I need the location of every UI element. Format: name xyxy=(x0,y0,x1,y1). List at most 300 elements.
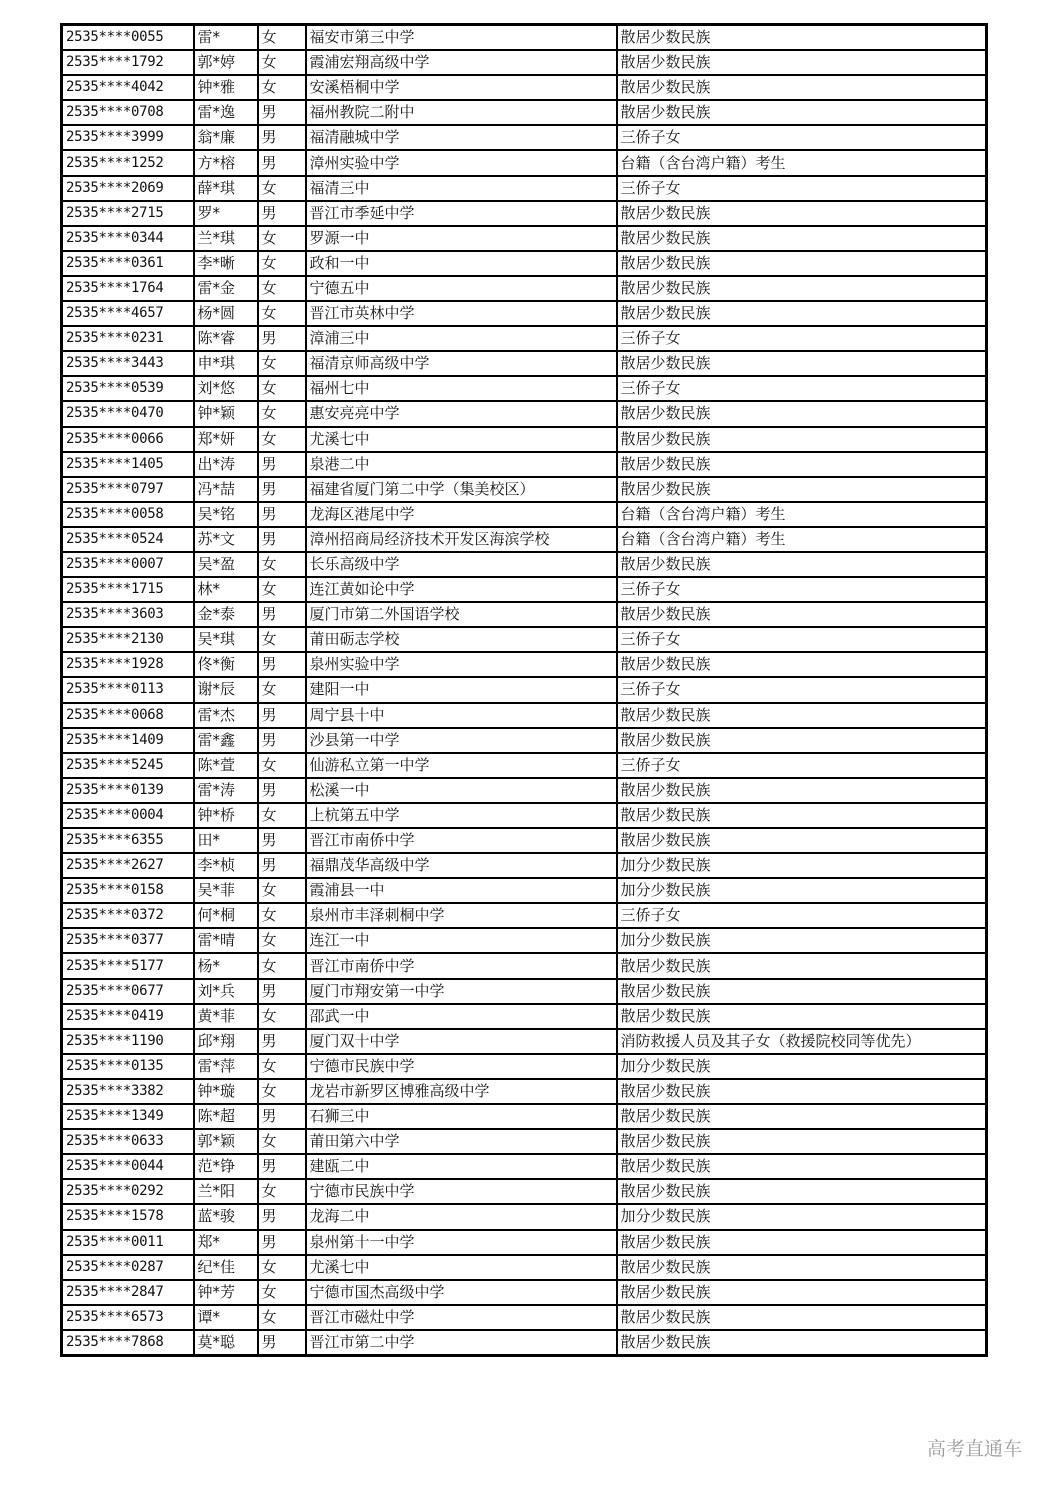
category-cell: 散居少数民族 xyxy=(617,427,987,452)
candidate-id-cell: 2535****0377 xyxy=(62,928,194,953)
school-cell: 晋江市南侨中学 xyxy=(306,953,617,978)
table-row xyxy=(62,903,987,928)
candidate-id-cell: 2535****0139 xyxy=(62,778,194,803)
candidate-id-cell: 2535****1928 xyxy=(62,652,194,677)
category-cell: 散居少数民族 xyxy=(617,226,987,251)
table-row xyxy=(62,1129,987,1154)
school-cell: 龙海二中 xyxy=(306,1204,617,1229)
candidate-name-cell: 郭*婷 xyxy=(194,50,258,75)
school-cell: 泉州市丰泽刺桐中学 xyxy=(306,903,617,928)
category-cell: 散居少数民族 xyxy=(617,803,987,828)
category-cell: 三侨子女 xyxy=(617,577,987,602)
school-cell: 宁德市国杰高级中学 xyxy=(306,1280,617,1305)
candidate-name-cell: 纪*佳 xyxy=(194,1255,258,1280)
category-cell: 散居少数民族 xyxy=(617,1179,987,1204)
watermark: 高考直通车 xyxy=(926,1438,1022,1460)
school-cell: 尤溪七中 xyxy=(306,427,617,452)
candidate-name-cell: 兰*琪 xyxy=(194,226,258,251)
candidate-name-cell: 黄*菲 xyxy=(194,1004,258,1029)
table-row xyxy=(62,351,987,376)
school-cell: 霞浦县一中 xyxy=(306,878,617,903)
school-cell: 福州教院二附中 xyxy=(306,100,617,125)
table-row xyxy=(62,226,987,251)
candidate-name-cell: 杨* xyxy=(194,953,258,978)
candidate-id-cell: 2535****0068 xyxy=(62,703,194,728)
gender-cell: 男 xyxy=(258,828,306,853)
candidate-id-cell: 2535****0055 xyxy=(62,25,194,51)
candidate-name-cell: 陈*超 xyxy=(194,1104,258,1129)
gender-cell: 女 xyxy=(258,953,306,978)
category-cell: 三侨子女 xyxy=(617,376,987,401)
gender-cell: 女 xyxy=(258,226,306,251)
school-cell: 漳州实验中学 xyxy=(306,150,617,175)
table-row xyxy=(62,150,987,175)
table-row xyxy=(62,50,987,75)
school-cell: 宁德市民族中学 xyxy=(306,1054,617,1079)
category-cell: 三侨子女 xyxy=(617,677,987,702)
candidate-id-cell: 2535****3603 xyxy=(62,602,194,627)
table-row xyxy=(62,427,987,452)
gender-cell: 女 xyxy=(258,251,306,276)
category-cell: 散居少数民族 xyxy=(617,1104,987,1129)
candidate-name-cell: 佟*衡 xyxy=(194,652,258,677)
school-cell: 周宁县十中 xyxy=(306,703,617,728)
candidate-id-cell: 2535****0287 xyxy=(62,1255,194,1280)
table-row xyxy=(62,452,987,477)
gender-cell: 女 xyxy=(258,928,306,953)
gender-cell: 男 xyxy=(258,979,306,1004)
school-cell: 霞浦宏翔高级中学 xyxy=(306,50,617,75)
candidate-id-cell: 2535****1578 xyxy=(62,1204,194,1229)
category-cell: 散居少数民族 xyxy=(617,828,987,853)
school-cell: 福清三中 xyxy=(306,176,617,201)
gender-cell: 男 xyxy=(258,1154,306,1179)
school-cell: 莆田砺志学校 xyxy=(306,627,617,652)
gender-cell: 女 xyxy=(258,577,306,602)
table-row xyxy=(62,853,987,878)
table-row xyxy=(62,1029,987,1054)
table-row xyxy=(62,828,987,853)
candidate-id-cell: 2535****1409 xyxy=(62,728,194,753)
candidate-name-cell: 钟*芳 xyxy=(194,1280,258,1305)
candidate-name-cell: 郑* xyxy=(194,1230,258,1255)
gender-cell: 男 xyxy=(258,652,306,677)
school-cell: 石狮三中 xyxy=(306,1104,617,1129)
table-row xyxy=(62,627,987,652)
candidate-name-cell: 范*铮 xyxy=(194,1154,258,1179)
category-cell: 散居少数民族 xyxy=(617,552,987,577)
school-cell: 厦门市第二外国语学校 xyxy=(306,602,617,627)
candidate-name-cell: 谭* xyxy=(194,1305,258,1330)
candidate-id-cell: 2535****6355 xyxy=(62,828,194,853)
candidate-id-cell: 2535****1349 xyxy=(62,1104,194,1129)
category-cell: 三侨子女 xyxy=(617,903,987,928)
candidate-name-cell: 田* xyxy=(194,828,258,853)
school-cell: 仙游私立第一中学 xyxy=(306,753,617,778)
candidate-id-cell: 2535****0231 xyxy=(62,326,194,351)
category-cell: 散居少数民族 xyxy=(617,1305,987,1330)
category-cell: 散居少数民族 xyxy=(617,1255,987,1280)
school-cell: 龙岩市新罗区博雅高级中学 xyxy=(306,1079,617,1104)
school-cell: 安溪梧桐中学 xyxy=(306,75,617,100)
school-cell: 晋江市南侨中学 xyxy=(306,828,617,853)
category-cell: 散居少数民族 xyxy=(617,652,987,677)
candidate-name-cell: 陈*睿 xyxy=(194,326,258,351)
gender-cell: 女 xyxy=(258,1079,306,1104)
candidate-name-cell: 吴*琪 xyxy=(194,627,258,652)
school-cell: 尤溪七中 xyxy=(306,1255,617,1280)
category-cell: 三侨子女 xyxy=(617,326,987,351)
table-row xyxy=(62,778,987,803)
table-body xyxy=(62,25,987,1356)
candidate-id-cell: 2535****3999 xyxy=(62,125,194,150)
school-cell: 福建省厦门第二中学（集美校区） xyxy=(306,477,617,502)
candidate-id-cell: 2535****1792 xyxy=(62,50,194,75)
candidate-id-cell: 2535****0524 xyxy=(62,527,194,552)
candidate-id-cell: 2535****0419 xyxy=(62,1004,194,1029)
candidate-id-cell: 2535****0044 xyxy=(62,1154,194,1179)
table-row xyxy=(62,276,987,301)
gender-cell: 女 xyxy=(258,627,306,652)
candidate-id-cell: 2535****0066 xyxy=(62,427,194,452)
candidate-id-cell: 2535****0158 xyxy=(62,878,194,903)
category-cell: 台籍（含台湾户籍）考生 xyxy=(617,502,987,527)
candidate-name-cell: 钟*璇 xyxy=(194,1079,258,1104)
table-row xyxy=(62,703,987,728)
candidate-name-cell: 李*晰 xyxy=(194,251,258,276)
candidate-name-cell: 雷*金 xyxy=(194,276,258,301)
table-row xyxy=(62,125,987,150)
table-row xyxy=(62,1179,987,1204)
candidate-name-cell: 林* xyxy=(194,577,258,602)
candidate-id-cell: 2535****3382 xyxy=(62,1079,194,1104)
candidate-name-cell: 钟*颖 xyxy=(194,401,258,426)
gender-cell: 女 xyxy=(258,1179,306,1204)
school-cell: 沙县第一中学 xyxy=(306,728,617,753)
candidate-name-cell: 陈*萱 xyxy=(194,753,258,778)
candidate-name-cell: 谢*辰 xyxy=(194,677,258,702)
table-row xyxy=(62,753,987,778)
candidate-id-cell: 2535****2069 xyxy=(62,176,194,201)
category-cell: 散居少数民族 xyxy=(617,703,987,728)
gender-cell: 男 xyxy=(258,703,306,728)
category-cell: 台籍（含台湾户籍）考生 xyxy=(617,527,987,552)
category-cell: 散居少数民族 xyxy=(617,1129,987,1154)
school-cell: 罗源一中 xyxy=(306,226,617,251)
candidate-name-cell: 雷* xyxy=(194,25,258,51)
candidate-name-cell: 雷*逸 xyxy=(194,100,258,125)
candidate-id-cell: 2535****0677 xyxy=(62,979,194,1004)
candidate-id-cell: 2535****1764 xyxy=(62,276,194,301)
candidate-name-cell: 雷*涛 xyxy=(194,778,258,803)
candidate-name-cell: 吴*盈 xyxy=(194,552,258,577)
table-row xyxy=(62,75,987,100)
table-row xyxy=(62,1305,987,1330)
table-row xyxy=(62,1204,987,1229)
gender-cell: 男 xyxy=(258,477,306,502)
school-cell: 厦门双十中学 xyxy=(306,1029,617,1054)
candidate-id-cell: 2535****0361 xyxy=(62,251,194,276)
candidate-name-cell: 金*泰 xyxy=(194,602,258,627)
candidate-id-cell: 2535****1252 xyxy=(62,150,194,175)
table-row xyxy=(62,477,987,502)
category-cell: 加分少数民族 xyxy=(617,1054,987,1079)
category-cell: 台籍（含台湾户籍）考生 xyxy=(617,150,987,175)
category-cell: 散居少数民族 xyxy=(617,1330,987,1356)
table-row xyxy=(62,25,987,51)
school-cell: 邵武一中 xyxy=(306,1004,617,1029)
school-cell: 泉州第十一中学 xyxy=(306,1230,617,1255)
category-cell: 加分少数民族 xyxy=(617,853,987,878)
gender-cell: 女 xyxy=(258,75,306,100)
category-cell: 散居少数民族 xyxy=(617,201,987,226)
table-row xyxy=(62,953,987,978)
table-row xyxy=(62,728,987,753)
category-cell: 散居少数民族 xyxy=(617,953,987,978)
category-cell: 散居少数民族 xyxy=(617,1079,987,1104)
candidate-name-cell: 吴*菲 xyxy=(194,878,258,903)
candidate-table xyxy=(60,23,988,1357)
candidate-name-cell: 蓝*骏 xyxy=(194,1204,258,1229)
candidate-id-cell: 2535****3443 xyxy=(62,351,194,376)
candidate-id-cell: 2535****5177 xyxy=(62,953,194,978)
category-cell: 散居少数民族 xyxy=(617,301,987,326)
candidate-id-cell: 2535****0292 xyxy=(62,1179,194,1204)
gender-cell: 女 xyxy=(258,803,306,828)
school-cell: 福州七中 xyxy=(306,376,617,401)
table-row xyxy=(62,201,987,226)
gender-cell: 女 xyxy=(258,552,306,577)
gender-cell: 女 xyxy=(258,903,306,928)
gender-cell: 男 xyxy=(258,150,306,175)
candidate-id-cell: 2535****2130 xyxy=(62,627,194,652)
gender-cell: 女 xyxy=(258,1305,306,1330)
table-row xyxy=(62,1079,987,1104)
candidate-name-cell: 薛*琪 xyxy=(194,176,258,201)
gender-cell: 男 xyxy=(258,527,306,552)
table-row xyxy=(62,401,987,426)
school-cell: 连江一中 xyxy=(306,928,617,953)
table-row xyxy=(62,979,987,1004)
category-cell: 散居少数民族 xyxy=(617,401,987,426)
table-row xyxy=(62,1004,987,1029)
table-row xyxy=(62,652,987,677)
category-cell: 散居少数民族 xyxy=(617,100,987,125)
table-row xyxy=(62,502,987,527)
category-cell: 三侨子女 xyxy=(617,627,987,652)
table-row xyxy=(62,1330,987,1356)
category-cell: 散居少数民族 xyxy=(617,251,987,276)
table-row xyxy=(62,176,987,201)
table-row xyxy=(62,677,987,702)
category-cell: 散居少数民族 xyxy=(617,75,987,100)
candidate-name-cell: 李*桢 xyxy=(194,853,258,878)
candidate-name-cell: 雷*鑫 xyxy=(194,728,258,753)
school-cell: 建阳一中 xyxy=(306,677,617,702)
school-cell: 莆田第六中学 xyxy=(306,1129,617,1154)
gender-cell: 男 xyxy=(258,201,306,226)
gender-cell: 女 xyxy=(258,1129,306,1154)
gender-cell: 女 xyxy=(258,401,306,426)
table-row xyxy=(62,552,987,577)
candidate-name-cell: 郭*颖 xyxy=(194,1129,258,1154)
school-cell: 晋江市英林中学 xyxy=(306,301,617,326)
category-cell: 散居少数民族 xyxy=(617,477,987,502)
school-cell: 上杭第五中学 xyxy=(306,803,617,828)
gender-cell: 男 xyxy=(258,1029,306,1054)
school-cell: 泉港二中 xyxy=(306,452,617,477)
category-cell: 散居少数民族 xyxy=(617,602,987,627)
table-row xyxy=(62,577,987,602)
candidate-name-cell: 雷*萍 xyxy=(194,1054,258,1079)
gender-cell: 女 xyxy=(258,878,306,903)
school-cell: 漳州招商局经济技术开发区海滨学校 xyxy=(306,527,617,552)
candidate-id-cell: 2535****0135 xyxy=(62,1054,194,1079)
gender-cell: 男 xyxy=(258,452,306,477)
candidate-name-cell: 杨*圆 xyxy=(194,301,258,326)
candidate-name-cell: 方*榕 xyxy=(194,150,258,175)
gender-cell: 女 xyxy=(258,753,306,778)
school-cell: 漳浦三中 xyxy=(306,326,617,351)
school-cell: 宁德市民族中学 xyxy=(306,1179,617,1204)
category-cell: 加分少数民族 xyxy=(617,1204,987,1229)
candidate-id-cell: 2535****0539 xyxy=(62,376,194,401)
gender-cell: 女 xyxy=(258,25,306,51)
gender-cell: 男 xyxy=(258,326,306,351)
category-cell: 三侨子女 xyxy=(617,125,987,150)
candidate-id-cell: 2535****1190 xyxy=(62,1029,194,1054)
candidate-id-cell: 2535****0633 xyxy=(62,1129,194,1154)
candidate-id-cell: 2535****1715 xyxy=(62,577,194,602)
category-cell: 三侨子女 xyxy=(617,176,987,201)
candidate-id-cell: 2535****5245 xyxy=(62,753,194,778)
candidate-name-cell: 吴*铭 xyxy=(194,502,258,527)
candidate-name-cell: 莫*聪 xyxy=(194,1330,258,1356)
school-cell: 建瓯二中 xyxy=(306,1154,617,1179)
school-cell: 泉州实验中学 xyxy=(306,652,617,677)
category-cell: 散居少数民族 xyxy=(617,979,987,1004)
candidate-name-cell: 罗* xyxy=(194,201,258,226)
gender-cell: 女 xyxy=(258,1255,306,1280)
school-cell: 连江黄如论中学 xyxy=(306,577,617,602)
candidate-name-cell: 雷*杰 xyxy=(194,703,258,728)
school-cell: 惠安亮亮中学 xyxy=(306,401,617,426)
candidate-id-cell: 2535****0344 xyxy=(62,226,194,251)
candidate-id-cell: 2535****2715 xyxy=(62,201,194,226)
candidate-name-cell: 钟*桥 xyxy=(194,803,258,828)
candidate-name-cell: 兰*阳 xyxy=(194,1179,258,1204)
candidate-id-cell: 2535****4657 xyxy=(62,301,194,326)
gender-cell: 男 xyxy=(258,100,306,125)
gender-cell: 女 xyxy=(258,276,306,301)
candidate-name-cell: 刘*兵 xyxy=(194,979,258,1004)
category-cell: 消防救援人员及其子女（救援院校同等优先） xyxy=(617,1029,987,1054)
table-row xyxy=(62,326,987,351)
school-cell: 厦门市翔安第一中学 xyxy=(306,979,617,1004)
category-cell: 散居少数民族 xyxy=(617,778,987,803)
gender-cell: 男 xyxy=(258,502,306,527)
category-cell: 散居少数民族 xyxy=(617,25,987,51)
table-row xyxy=(62,301,987,326)
candidate-name-cell: 郑*妍 xyxy=(194,427,258,452)
candidate-name-cell: 刘*悠 xyxy=(194,376,258,401)
candidate-name-cell: 翁*廉 xyxy=(194,125,258,150)
category-cell: 三侨子女 xyxy=(617,753,987,778)
category-cell: 散居少数民族 xyxy=(617,276,987,301)
table-row xyxy=(62,376,987,401)
candidate-id-cell: 2535****0113 xyxy=(62,677,194,702)
table-row xyxy=(62,602,987,627)
category-cell: 散居少数民族 xyxy=(617,50,987,75)
school-cell: 龙海区港尾中学 xyxy=(306,502,617,527)
candidate-id-cell: 2535****2627 xyxy=(62,853,194,878)
table-row xyxy=(62,1104,987,1129)
candidate-id-cell: 2535****0470 xyxy=(62,401,194,426)
gender-cell: 男 xyxy=(258,602,306,627)
candidate-name-cell: 钟*雅 xyxy=(194,75,258,100)
candidate-id-cell: 2535****0004 xyxy=(62,803,194,828)
candidate-id-cell: 2535****2847 xyxy=(62,1280,194,1305)
table-row xyxy=(62,527,987,552)
school-cell: 福清京师高级中学 xyxy=(306,351,617,376)
gender-cell: 男 xyxy=(258,778,306,803)
candidate-name-cell: 邱*翔 xyxy=(194,1029,258,1054)
gender-cell: 女 xyxy=(258,1004,306,1029)
gender-cell: 男 xyxy=(258,853,306,878)
school-cell: 晋江市季延中学 xyxy=(306,201,617,226)
table-row xyxy=(62,803,987,828)
candidate-id-cell: 2535****0797 xyxy=(62,477,194,502)
candidate-name-cell: 苏*文 xyxy=(194,527,258,552)
table-row xyxy=(62,1154,987,1179)
gender-cell: 男 xyxy=(258,1230,306,1255)
school-cell: 晋江市磁灶中学 xyxy=(306,1305,617,1330)
gender-cell: 男 xyxy=(258,728,306,753)
gender-cell: 女 xyxy=(258,1280,306,1305)
school-cell: 政和一中 xyxy=(306,251,617,276)
category-cell: 加分少数民族 xyxy=(617,928,987,953)
gender-cell: 女 xyxy=(258,301,306,326)
category-cell: 散居少数民族 xyxy=(617,1004,987,1029)
school-cell: 晋江市第二中学 xyxy=(306,1330,617,1356)
category-cell: 散居少数民族 xyxy=(617,728,987,753)
table-row xyxy=(62,1280,987,1305)
candidate-id-cell: 2535****1405 xyxy=(62,452,194,477)
candidate-id-cell: 2535****0708 xyxy=(62,100,194,125)
table-row xyxy=(62,878,987,903)
category-cell: 散居少数民族 xyxy=(617,1280,987,1305)
table-row xyxy=(62,100,987,125)
category-cell: 散居少数民族 xyxy=(617,452,987,477)
candidate-id-cell: 2535****0058 xyxy=(62,502,194,527)
table-row xyxy=(62,1230,987,1255)
gender-cell: 女 xyxy=(258,351,306,376)
table-row xyxy=(62,928,987,953)
gender-cell: 女 xyxy=(258,50,306,75)
gender-cell: 女 xyxy=(258,376,306,401)
category-cell: 散居少数民族 xyxy=(617,1154,987,1179)
category-cell: 加分少数民族 xyxy=(617,878,987,903)
school-cell: 松溪一中 xyxy=(306,778,617,803)
table-row xyxy=(62,1255,987,1280)
category-cell: 散居少数民族 xyxy=(617,351,987,376)
candidate-name-cell: 出*涛 xyxy=(194,452,258,477)
candidate-id-cell: 2535****0007 xyxy=(62,552,194,577)
school-cell: 宁德五中 xyxy=(306,276,617,301)
candidate-name-cell: 雷*晴 xyxy=(194,928,258,953)
gender-cell: 男 xyxy=(258,1104,306,1129)
candidate-name-cell: 冯*喆 xyxy=(194,477,258,502)
